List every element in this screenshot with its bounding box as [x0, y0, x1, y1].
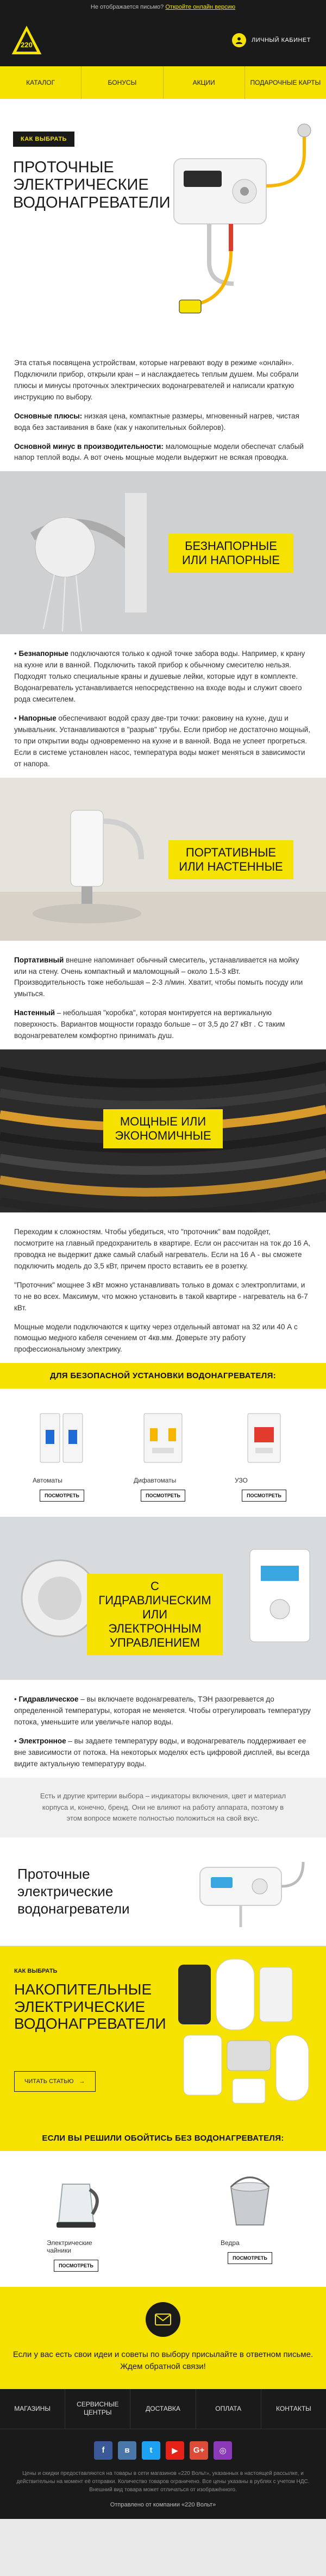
- footer-nav-stores[interactable]: МАГАЗИНЫ: [0, 2389, 65, 2429]
- hero-title: ПРОТОЧНЫЕ ЭЛЕКТРИЧЕСКИЕ ВОДОНАГРЕВАТЕЛИ: [13, 159, 171, 211]
- instant-heater-image: [178, 1846, 314, 1938]
- cons-text: маломощные модели обеспечат слабый напор теплой воды. А вот очень мощные модели выдержит не всякая проводка.: [14, 442, 304, 462]
- safety-products: [0, 1389, 326, 1517]
- product-name: Электрические чайники: [47, 2239, 92, 2255]
- intro-paragraph: Эта статья посвящена устройствам, которые нагревают воду в режиме «онлайн». Подключили прибор, открыли кран – и наслаждаетесь теплым душем. Мы собрали плюсы и минусы проточных электрических водонагревателей и написали краткую инструкцию по выбору.: [14, 359, 299, 401]
- nav-bonuses[interactable]: БОНУСЫ: [82, 66, 163, 99]
- other-criteria-note: Есть и другие критерии выбора – индикаторы включения, цвет и материал корпуса и, конечно, бренд. Они не влияют на работу аппарата, поэтому в этом вопросе можете полностью положиться на свой вкус.: [0, 1778, 326, 1837]
- feedback-text: Если у вас есть свои идеи и советы по выбору присылайте в ответном письме. Ждем обратной связи!: [12, 2350, 314, 2371]
- kettle-icon[interactable]: [38, 2165, 114, 2236]
- non-pressure-heading: Безнапорные: [18, 649, 68, 658]
- product-buckets: [212, 2165, 288, 2272]
- instagram-icon[interactable]: ◎: [214, 2441, 232, 2460]
- rcd-icon[interactable]: [226, 1403, 302, 1473]
- portable-heading: Портативный: [14, 955, 64, 964]
- personal-cabinet-link[interactable]: [232, 33, 311, 47]
- promo-storage-heaters: [0, 1946, 326, 2125]
- product-rcd: [226, 1403, 302, 1502]
- arrow-right-icon: →: [79, 2078, 85, 2085]
- section-power-text: Переходим к сложностям. Чтобы убедиться, что "проточник" вам подойдет, посмотрите на главный предохранитель в квартире. Если он рассчитан на ток до 16 А, проводка не выдержит даже самый слабый нагреватель. Если на 16 А - вы сможете подключить модель до 3,5 кВт, причем просто вставить ее в розетку. "Проточник" мощнее 3 кВт можно устанавливать только в домах с электроплитами, и то не во всех. Максимум, что можно установить в такой квартире - нагреватель на 6-7 кВт. Мощные модели подключаются к щитку через отдельный автомат на 32 или 40 А с помощью медного кабеля сечением от 4кв.мм. Доверьте эту работу профессиональному электрику.: [14, 1228, 311, 1354]
- product-name: Автоматы: [33, 1477, 62, 1485]
- electronic-heading: Электронное: [18, 1737, 66, 1746]
- water-heater-illustration: [158, 121, 321, 327]
- main-nav: [0, 66, 326, 99]
- alternative-products: [0, 2151, 326, 2287]
- pros-heading: Основные плюсы:: [14, 411, 83, 420]
- nav-gift-cards[interactable]: ПОДАРОЧНЫЕ КАРТЫ: [250, 78, 321, 86]
- banner-portable-label: ПОРТАТИВНЫЕ ИЛИ НАСТЕННЫЕ: [168, 840, 293, 879]
- bucket-icon[interactable]: [212, 2165, 288, 2236]
- hero: [0, 99, 326, 343]
- cons-heading: Основной минус в производительности:: [14, 442, 164, 451]
- header: [0, 14, 326, 66]
- view-rcbo-button[interactable]: ПОСМОТРЕТЬ: [141, 1490, 185, 1502]
- product-kettles: [38, 2165, 114, 2272]
- logo[interactable]: [10, 23, 43, 57]
- banner-control: [0, 1517, 326, 1680]
- view-buckets-button[interactable]: ПОСМОТРЕТЬ: [228, 2252, 272, 2264]
- wall-heading: Настенный: [14, 1009, 55, 1017]
- article-card-title: Проточные электрические водонагреватели: [17, 1866, 130, 1917]
- sender-note: Отправлено от компании «220 Вольт»: [110, 2501, 216, 2508]
- storage-heaters-image: [173, 1954, 319, 2117]
- banner-portable: [0, 778, 326, 941]
- product-rcbo: [125, 1403, 201, 1502]
- vk-icon[interactable]: в: [118, 2441, 136, 2460]
- banner-pressure-label: БЕЗНАПОРНЫЕ ИЛИ НАПОРНЫЕ: [168, 534, 293, 573]
- footer-nav-delivery[interactable]: ДОСТАВКА: [130, 2389, 196, 2429]
- read-article-label: ЧИТАТЬ СТАТЬЮ: [24, 2078, 74, 2085]
- footer: [0, 2429, 326, 2519]
- pressure-heading: Напорные: [18, 714, 57, 722]
- banner-control-label: С ГИДРАВЛИЧЕСКИМ ИЛИ ЭЛЕКТРОННЫМ УПРАВЛЕНИЕМ: [87, 1574, 223, 1655]
- product-name: Ведра: [221, 2239, 240, 2247]
- section-portable-text: Портативный внешне напоминает обычный смеситель, устанавливается на мойку или на стену. Очень компактный и маломощный – около 1.5-3 кВт. Производительность тоже небольшая – 2-3 л/мин. Хватит, чтобы помыть посуду или умыться. Настенный – небольшая "коробка", которая монтируется на вертикальную поверхность. Вариантов мощности гораздо больше – от 3,5 до 27 кВт . С таким водонагревателем комфортно принимать душ.: [14, 955, 303, 1040]
- youtube-icon[interactable]: ▶: [166, 2441, 184, 2460]
- promo-tag: КАК ВЫБРАТЬ: [14, 1968, 58, 1975]
- rcbo-icon[interactable]: [125, 1403, 201, 1473]
- footer-nav: [0, 2389, 326, 2429]
- hydraulic-heading: Гидравлическое: [18, 1695, 79, 1704]
- view-kettles-button[interactable]: ПОСМОТРЕТЬ: [54, 2260, 98, 2272]
- preheader: [0, 0, 326, 14]
- online-version-link[interactable]: Откройте онлайн версию: [165, 4, 236, 10]
- footer-nav-contacts[interactable]: КОНТАКТЫ: [276, 2404, 311, 2412]
- product-name: УЗО: [235, 1477, 248, 1485]
- facebook-icon[interactable]: f: [94, 2441, 112, 2460]
- svg-text:220: 220: [21, 41, 33, 49]
- product-name: Дифавтоматы: [134, 1477, 177, 1485]
- section-control-text: • Гидравлическое – вы включаете водонагреватель, ТЭН разогревается до определенной температуры, которая не меняется. Чтобы отрегулировать температуру потока, уменьшите или увеличьте напор воды. • Электронное – вы задаете температуру воды, и водонагреватель поддерживает ее вне зависимости от потока. На некоторых моделях есть цифровой дисплей, вы всегда видите актуальную температуру воды.: [14, 1695, 311, 1768]
- social-links: [16, 2441, 310, 2460]
- safety-heading: ДЛЯ БЕЗОПАСНОЙ УСТАНОВКИ ВОДОНАГРЕВАТЕЛЯ:: [0, 1363, 326, 1389]
- preheader-text: Не отображается письмо?: [90, 4, 164, 10]
- banner-power-label: МОЩНЫЕ ИЛИ ЭКОНОМИЧНЫЕ: [103, 1109, 223, 1148]
- banner-pressure: [0, 471, 326, 634]
- feedback-block: [0, 2287, 326, 2389]
- article-card-instant[interactable]: [0, 1837, 326, 1946]
- section-pressure-text: • Безнапорные подключаются только к одной точке забора воды. Например, к крану на кухне или в ванной. Подключить такой прибор к обычному смесителю нельзя. Подходят только специальные краны и душевые лейки, которые идут в комплекте. Водонагреватель устанавливается непосредственно на входе воды и служит своего рода смесителем. • Напорные обеспечивают водой сразу две-три точки: раковину на кухне, душ и умывальник. Устанавливаются в "разрыв" трубы. Если прибор не достаточно мощный, то при открытии воды одновременно на кухне и в ванной. Вода не успеет прогреться. Если в системе установлен насос, температура воды может меняться в зависимости от напора.: [14, 649, 310, 768]
- mail-icon[interactable]: [146, 2302, 180, 2337]
- footer-nav-service[interactable]: СЕРВИСНЫЕ ЦЕНТРЫ: [65, 2389, 130, 2429]
- promo-title: НАКОПИТЕЛЬНЫЕ ЭЛЕКТРИЧЕСКИЕ ВОДОНАГРЕВАТЕЛИ: [14, 1981, 166, 2032]
- circuit-breaker-icon[interactable]: [24, 1403, 100, 1473]
- banner-power: [0, 1049, 326, 1212]
- twitter-icon[interactable]: t: [142, 2441, 160, 2460]
- alternatives-heading: ЕСЛИ ВЫ РЕШИЛИ ОБОЙТИСЬ БЕЗ ВОДОНАГРЕВАТЕЛЯ:: [0, 2125, 326, 2151]
- hero-tag: КАК ВЫБРАТЬ: [13, 132, 74, 147]
- pros-text: низкая цена, компактные размеры, мгновенный нагрев, чистая вода без застаивания в баке (как у накопительных бойлеров).: [14, 411, 299, 432]
- personal-cabinet-label: ЛИЧНЫЙ КАБИНЕТ: [252, 37, 311, 43]
- nav-catalog[interactable]: КАТАЛОГ: [0, 66, 82, 99]
- view-rcd-button[interactable]: ПОСМОТРЕТЬ: [242, 1490, 286, 1502]
- legal-text: Цены и скидки предоставляются на товары в сети магазинов «220 Вольт», указанных в настоящей рассылке, и действительны на момент её отправки. Количество товаров ограничено. Все цены указаны в рублях с учетом НДС. Внешний вид товара может отличаться от изображённого.: [16, 2470, 310, 2493]
- google-plus-icon[interactable]: G+: [190, 2441, 208, 2460]
- footer-nav-payment[interactable]: ОПЛАТА: [196, 2389, 261, 2429]
- read-article-button[interactable]: [14, 2071, 96, 2092]
- nav-promotions[interactable]: АКЦИИ: [164, 66, 245, 99]
- intro-text: [0, 343, 326, 464]
- view-breakers-button[interactable]: ПОСМОТРЕТЬ: [40, 1490, 84, 1502]
- user-icon: [232, 33, 246, 47]
- product-breakers: [24, 1403, 100, 1502]
